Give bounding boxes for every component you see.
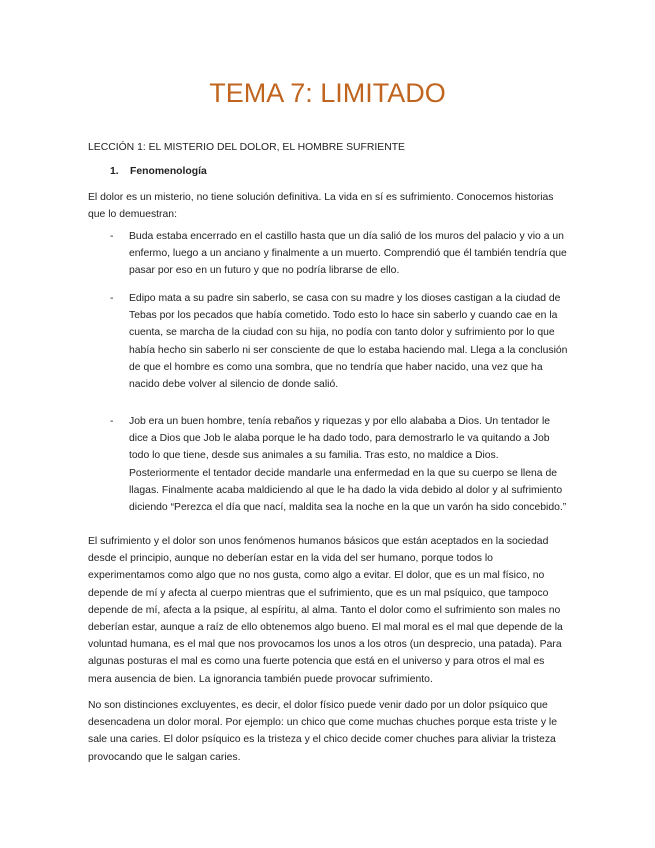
bullet-marker: - <box>110 293 114 304</box>
section-heading <box>110 166 207 177</box>
section-title: Fenomenología <box>130 166 207 177</box>
section-number: 1. <box>110 166 119 177</box>
bullet-marker: - <box>110 416 114 427</box>
intro-paragraph: El dolor es un misterio, no tiene solución definitiva. La vida en sí es sufrimiento. Conocemos historias que lo demuestran: <box>88 192 554 221</box>
bullet-text-edipo: Edipo mata a su padre sin saberlo, se casa con su madre y los dioses castigan a la ciudad de Tebas por los pecados que había cometido. Todo esto lo hace sin saberlo y cuando cae en la cuenta, se marcha de la ciudad con su hija, no podía con tanto dolor y sufrimiento por lo que había hecho sin saberlo ni ser consciente de que lo estaba haciendo mal. Llega a la conclusión de que el hombre es como una sombra, que no tendría que haber nacido, una vez que ha nacido debe volver al silencio de donde salió. <box>129 293 568 391</box>
page-title: TEMA 7: LIMITADO <box>209 78 446 108</box>
bullet-text-job: Job era un buen hombre, tenía rebaños y riquezas y por ello alababa a Dios. Un tentador le dice a Dios que Job le alaba porque le ha dado todo, para demostrarlo le va quitando a Job todo lo que tiene, desde sus animales a su familia. Tras esto, no maldice a Dios. Posteriormente el tentador decide mandarle una enfermedad en la que su cuerpo se llena de llagas. Finalmente acaba maldiciendo al que le ha dado la vida debido al dolor y al sufrimiento diciendo “Perezca el día que nací, maldita sea la noche en la que un varón ha sido concebido.” <box>129 416 567 514</box>
body-paragraph-distinctions: No son distinciones excluyentes, es decir, el dolor físico puede venir dado por un dolor psíquico que desencadena un dolor moral. Por ejemplo: un chico que come muchas chuches porque esta triste y le sale una caries. El dolor psíquico es la tristeza y el chico decide comer chuches para aliviar la tristeza provocando que le salgan caries. <box>88 700 557 763</box>
lesson-heading: LECCIÓN 1: EL MISTERIO DEL DOLOR, EL HOMBRE SUFRIENTE <box>88 142 405 153</box>
bullet-text-buda: Buda estaba encerrado en el castillo hasta que un día salió de los muros del palacio y vio a un enfermo, luego a un anciano y finalmente a un muerto. Comprendió que él también tendría que pasar por eso en un futuro y que no podría librarse de ello. <box>129 231 567 277</box>
body-paragraph-suffering: El sufrimiento y el dolor son unos fenómenos humanos básicos que están aceptados en la sociedad desde el principio, aunque no deberían estar en la vida del ser humano, porque todos lo experimentamos como algo que no nos gusta, como algo a evitar. El dolor, que es un mal físico, no depende de mí y afecta al cuerpo mientras que el sufrimiento, que es un mal psíquico, que tampoco depende de mí, afecta a la psique, al espíritu, al alma. Tanto el dolor como el sufrimiento son males no deberían estar, aunque a raíz de ello obtenemos algo bueno. El mal moral es el mal que depende de la voluntad humana, es el mal que nos provocamos los unos a los otros (un desprecio, una patada). Para algunas posturas el mal es como una fuerte potencia que está en el universo y para otros el mal es mera ausencia de bien. La ignorancia también puede provocar sufrimiento. <box>88 536 563 685</box>
bullet-marker: - <box>110 231 114 242</box>
